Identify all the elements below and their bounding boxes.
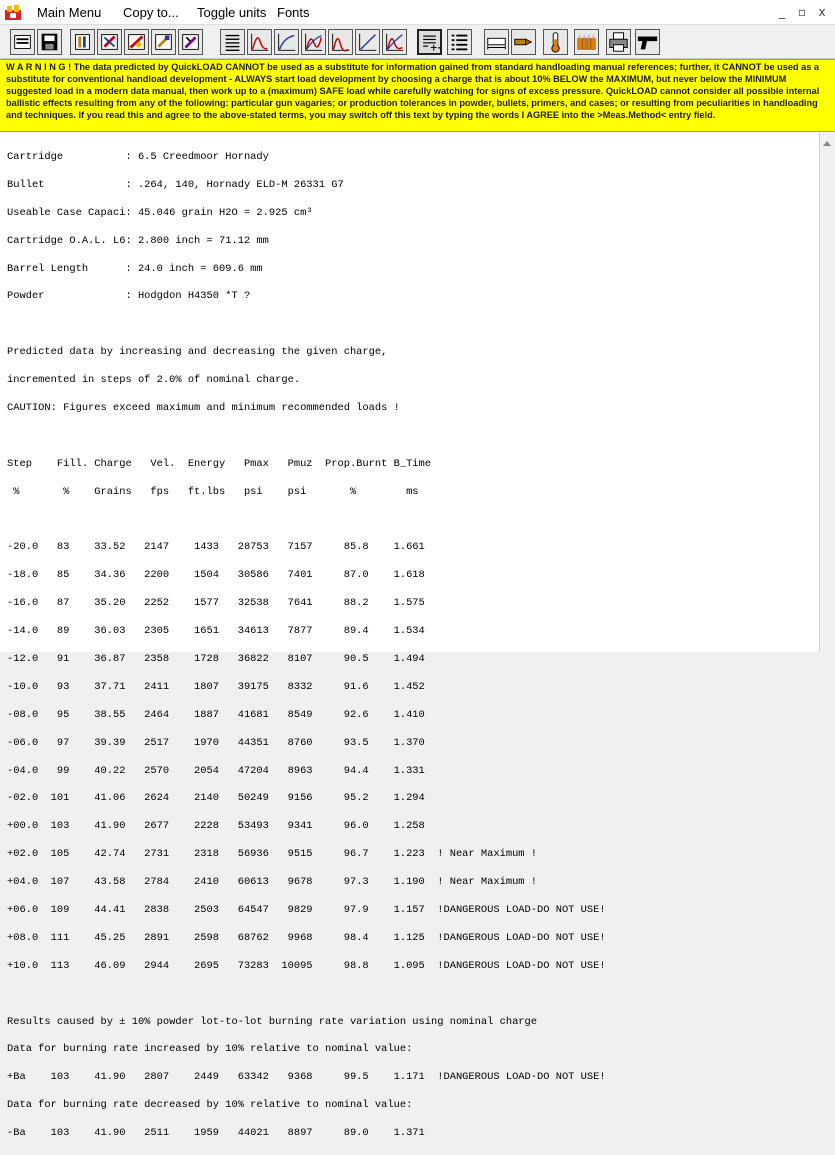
intro-line: Predicted data by increasing and decreasing the given charge,: [7, 346, 388, 359]
table-row: -10.0 93 37.71 2411 1807 39175 8332 91.6 1.452: [7, 680, 425, 693]
table-row: -16.0 87 35.20 2252 1577 32538 7641 88.2 1.575: [7, 597, 425, 610]
results-row: +Ba 103 41.90 2807 2449 63342 9368 99.5 1.171 !DANGEROUS LOAD-DO NOT USE!: [7, 1071, 606, 1084]
table-row: -04.0 99 40.22 2570 2054 47204 8963 94.4 1.331: [7, 764, 425, 777]
load-settings-icon[interactable]: [151, 29, 176, 55]
table-row: +00.0 103 41.90 2677 2228 53493 9341 96.0 1.258: [7, 820, 425, 833]
results-line: Results caused by ± 10% powder lot-to-lot burning rate variation using nominal charge: [7, 1015, 538, 1028]
save-file-icon[interactable]: [37, 29, 62, 55]
header-line: Powder : Hodgdon H4350 *T ?: [7, 290, 251, 303]
header-line: Cartridge : 6.5 Creedmoor Hornady: [7, 150, 269, 163]
barrel-length-icon[interactable]: [484, 29, 509, 55]
travel-curve-icon[interactable]: [355, 29, 380, 55]
table-row: -06.0 97 39.39 2517 1970 44351 8760 93.5 1.370: [7, 736, 425, 749]
table-row: -12.0 91 36.87 2358 1728 36822 8107 90.5 1.494: [7, 652, 425, 665]
blank-line: [7, 988, 819, 1002]
table-row: +02.0 105 42.74 2731 2318 56936 9515 96.7 1.223 ! Near Maximum !: [7, 848, 538, 861]
table-row: -08.0 95 38.55 2464 1887 41681 8549 92.6 1.410: [7, 708, 425, 721]
table-row: +06.0 109 44.41 2838 2503 64547 9829 97.9 1.157 !DANGEROUS LOAD-DO NOT USE!: [7, 904, 606, 916]
temperature-icon[interactable]: [543, 29, 568, 55]
results-line: Data for burning rate increased by 10% relative to nominal value:: [7, 1043, 413, 1056]
results-row: -Ba 103 41.90 2511 1959 44021 8897 89.0 1.371: [7, 1127, 425, 1140]
table-row: +04.0 107 43.58 2784 2410 60613 9678 97.3 1.190 ! Near Maximum !: [7, 876, 538, 889]
blank-line: [7, 318, 819, 332]
ammo-icon[interactable]: [574, 29, 599, 55]
blank-line: [7, 430, 819, 444]
table-row: -20.0 83 33.52 2147 1433 28753 7157 85.8 1.661: [7, 541, 425, 554]
table-row: +08.0 111 45.25 2891 2598 68762 9968 98.4 1.125 !DANGEROUS LOAD-DO NOT USE!: [7, 931, 606, 944]
open-file-icon[interactable]: [10, 29, 35, 55]
menu-toggle-units[interactable]: Toggle units: [197, 5, 267, 20]
close-button[interactable]: x: [818, 5, 826, 19]
quickload-app-icon[interactable]: [4, 4, 22, 21]
header-line: Bullet : .264, 140, Hornady ELD-M 26331 G7: [7, 178, 344, 191]
header-line: Barrel Length : 24.0 inch = 609.6 mm: [7, 262, 263, 275]
menu-fonts[interactable]: Fonts: [277, 5, 310, 20]
scroll-up-icon[interactable]: [823, 141, 831, 146]
charge-table-icon[interactable]: [417, 29, 442, 55]
intro-line: CAUTION: Figures exceed maximum and minimum recommended loads !: [7, 401, 400, 414]
combined-curve-icon[interactable]: [382, 29, 407, 55]
pistol-icon[interactable]: [635, 29, 660, 55]
header-line: Useable Case Capaci: 45.046 grain H2O = 2.925 cm³: [7, 206, 313, 219]
table-row: -02.0 101 41.06 2624 2140 50249 9156 95.2 1.294: [7, 792, 425, 805]
intro-line: incremented in steps of 2.0% of nominal charge.: [7, 374, 301, 387]
menu-copy-to[interactable]: Copy to...: [123, 5, 179, 20]
table-row: -14.0 89 36.03 2305 1651 34613 7877 89.4 1.534: [7, 625, 425, 638]
toolbar: [0, 26, 835, 59]
table-header-line: Step Fill. Charge Vel. Energy Pmax Pmuz Prop.Burnt B_Time: [7, 457, 432, 470]
bullet-db-icon[interactable]: [97, 29, 122, 55]
powder-db-icon[interactable]: [124, 29, 149, 55]
table-row: -18.0 85 34.36 2200 1504 30586 7401 87.0 1.618: [7, 569, 425, 582]
svg-text:+-: +-: [429, 42, 442, 54]
vertical-scrollbar[interactable]: [820, 133, 835, 652]
velocity-curve-icon[interactable]: [274, 29, 299, 55]
edit-data-icon[interactable]: [178, 29, 203, 55]
energy-curve-icon[interactable]: [301, 29, 326, 55]
table-header-line: % % Grains fps ft.lbs psi psi % ms: [7, 485, 419, 498]
cartridge-db-icon[interactable]: [70, 29, 95, 55]
minimize-button[interactable]: _: [779, 5, 785, 19]
maximize-button[interactable]: ▫: [797, 5, 807, 19]
table-row: +10.0 113 46.09 2944 2695 73283 10095 98.8 1.095 !DANGEROUS LOAD-DO NOT USE!: [7, 959, 606, 972]
warning-banner: W A R N I N G ! The data predicted by QuickLOAD CANNOT be used as a substitute for information gained from standard handloading manual references; further, it CANNOT be used as a substitute for conventional handload development - ALWAYS start load development by choosing a charge that is about 10% BELOW the MAXIMUM, but never below the MINIMUM suggested load in a modern data manual, then work up to a (maximum) SAFE load while carefully watching for signs of excess pressure. QuickLOAD cannot consider all possible internal ballistic effects resulting from any of the following: particular gun vagaries; or production tolerances in powder, bullets, primers, and cases; or resulting from peculiarities in handloading and techniques. If you read this and agree to the above-stated terms, you may switch off this text by typing the words I AGREE into the >Meas.Method< entry field.: [0, 59, 835, 132]
print-icon[interactable]: [606, 29, 631, 55]
table-view-icon[interactable]: [220, 29, 245, 55]
blank-line: [7, 514, 819, 528]
cartridge-compare-icon[interactable]: [511, 29, 536, 55]
header-line: Cartridge O.A.L. L6: 2.800 inch = 71.12 mm: [7, 234, 269, 247]
burn-curve-icon[interactable]: [328, 29, 353, 55]
menu-main[interactable]: Main Menu: [37, 5, 102, 20]
menu-bar: [0, 0, 835, 25]
list-table-icon[interactable]: [447, 29, 472, 55]
pressure-curve-icon[interactable]: [247, 29, 272, 55]
results-line: Data for burning rate decreased by 10% relative to nominal value:: [7, 1099, 413, 1112]
results-output: [0, 133, 820, 1140]
